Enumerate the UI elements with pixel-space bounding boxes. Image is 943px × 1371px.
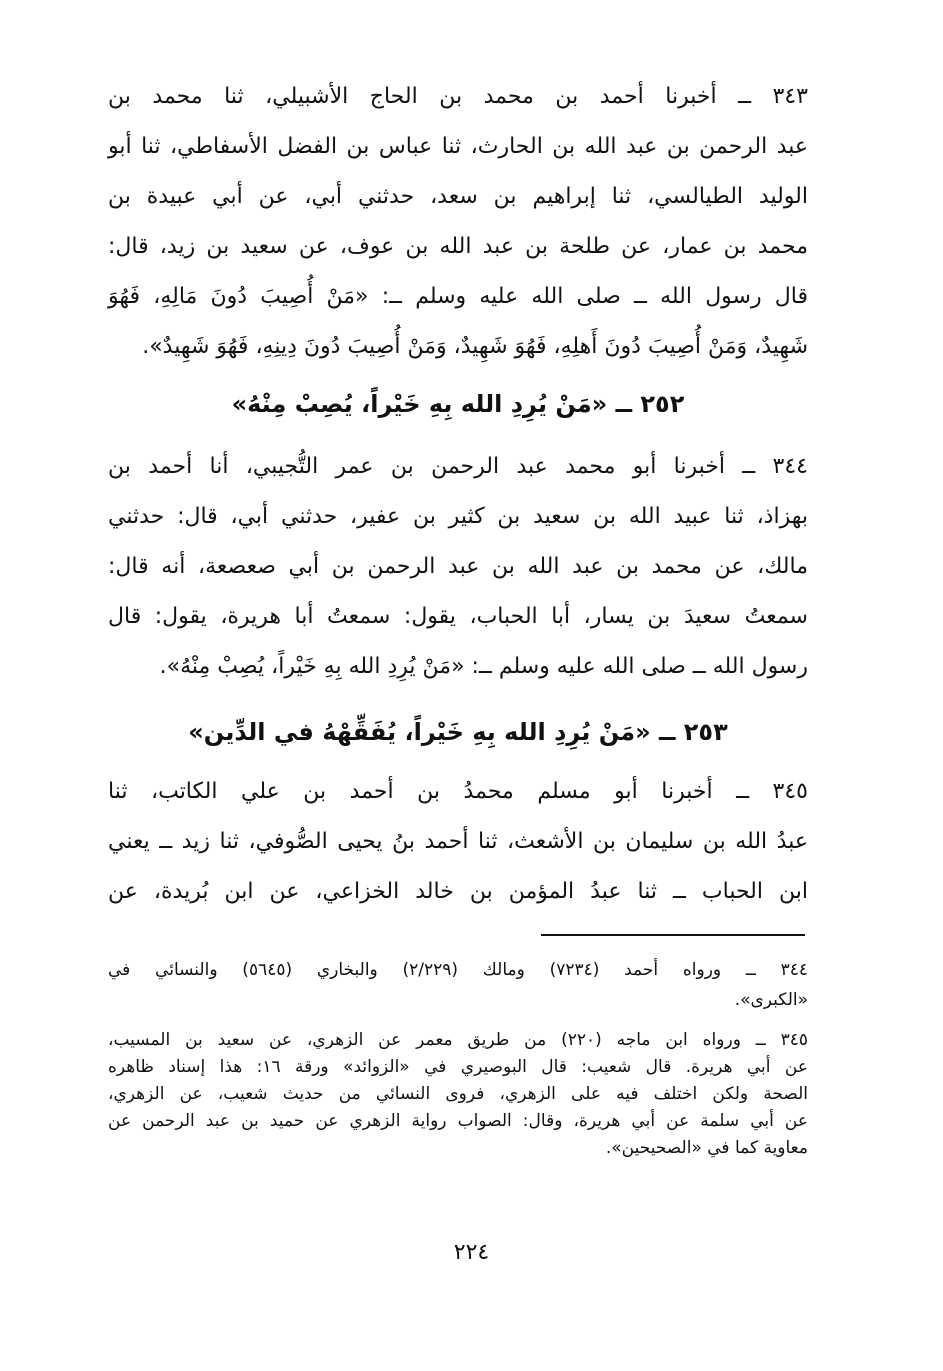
paragraph-line: مالك، عن محمد بن عبد الله بن عبد الرحمن بن أبي صعصعة، أنه قال: [108,554,808,579]
footnote-line: «الكبرى». [734,990,808,1010]
paragraph-line: رسول الله ــ صلى الله عليه وسلم ــ: «مَنْ يُرِدِ الله بِهِ خَيْراً، يُصِبْ مِنْهُ». [159,654,808,679]
paragraph-line: محمد بن عمار، عن طلحة بن عبد الله بن عوف، عن سعيد بن زيد، قال: [108,234,808,259]
paragraph-line: ٣٤٥ ــ أخبرنا أبو مسلم محمدُ بن أحمد بن علي الكاتب، ثنا [108,779,808,804]
paragraph-line: بهزاذ، ثنا عبيد الله بن سعيد بن كثير بن عفير، حدثني أبي، قال: حدثني [108,504,808,529]
paragraph-line: عبد الرحمن بن عبد الله بن الحارث، ثنا عباس بن الفضل الأسفاطي، ثنا أبو [108,134,808,159]
footnote-line: ٣٤٥ ــ ورواه ابن ماجه (٢٢٠) من طريق معمر عن الزهري، عن سعيد بن المسيب، [108,1030,808,1050]
paragraph-line: شَهِيدٌ، وَمَنْ أُصِيبَ دُونَ أَهلِهِ، فَهُوَ شَهِيدٌ، وَمَنْ أُصِيبَ دُونَ دِينِهِ، فَهُوَ شَهِيدٌ». [142,334,808,359]
footnote-344 [108,962,808,1010]
paragraph-345 [108,781,808,903]
paragraph-line: سمعتُ سعيدَ بن يسار، أبا الحباب، يقول: سمعتُ أبا هريرة، يقول: قال [108,604,808,629]
footnote-separator [541,934,805,936]
paragraph-line: عبدُ الله بن سليمان بن الأشعث، ثنا أحمد بنُ يحيى الصُّوفي، ثنا زيد ــ يعني [108,829,808,854]
footnote-line: عن أبي هريرة. قال شعيب: قال البوصيري في «الزوائد» ورقة ١٦: هذا إسناد ظاهره [108,1057,808,1077]
paragraph-343 [108,86,808,358]
chapter-heading-253: ٢٥٣ ــ «مَنْ يُرِدِ الله بِهِ خَيْراً، يُفَقِّهْهُ في الدِّين» [188,718,728,746]
page-number: ٢٢٤ [453,1240,490,1265]
paragraph-line: قال رسول الله ــ صلى الله عليه وسلم ــ: «مَنْ أُصِيبَ دُونَ مَالِهِ، فَهُوَ [108,284,808,309]
footnote-line: عن أبي سلمة عن أبي هريرة، وقال: الصواب رواية الزهري عن حميد بن عبد الرحمن عن [108,1111,808,1131]
footnote-line: الصحة ولكن اختلف فيه على الزهري، فروى النسائي من حديث شعيب، عن الزهري، [108,1084,808,1104]
paragraph-line: ٣٤٤ ــ أخبرنا أبو محمد عبد الرحمن بن عمر التُّجيبي، أنا أحمد بن [108,454,808,479]
paragraph-line: الوليد الطيالسي، ثنا إبراهيم بن سعد، حدثني أبي، عن أبي عبيدة بن [108,184,808,209]
paragraph-344 [108,456,808,678]
footnote-345 [108,1032,808,1158]
footnote-line: معاوية كما في «الصحيحين». [605,1138,808,1158]
paragraph-line: ابن الحباب ــ ثنا عبدُ المؤمن بن خالد الخزاعي، عن ابن بُريدة، عن [108,879,808,904]
footnote-line: ٣٤٤ ــ ورواه أحمد (٧٢٣٤) ومالك (٢/٢٢٩) والبخاري (٥٦٤٥) والنسائي في [108,960,808,980]
paragraph-line: ٣٤٣ ــ أخبرنا أحمد بن محمد بن الحاج الأشبيلي، ثنا محمد بن [108,84,808,109]
chapter-heading-252: ٢٥٢ ــ «مَنْ يُرِدِ الله بِهِ خَيْراً، يُصِبْ مِنْهُ» [231,390,685,418]
